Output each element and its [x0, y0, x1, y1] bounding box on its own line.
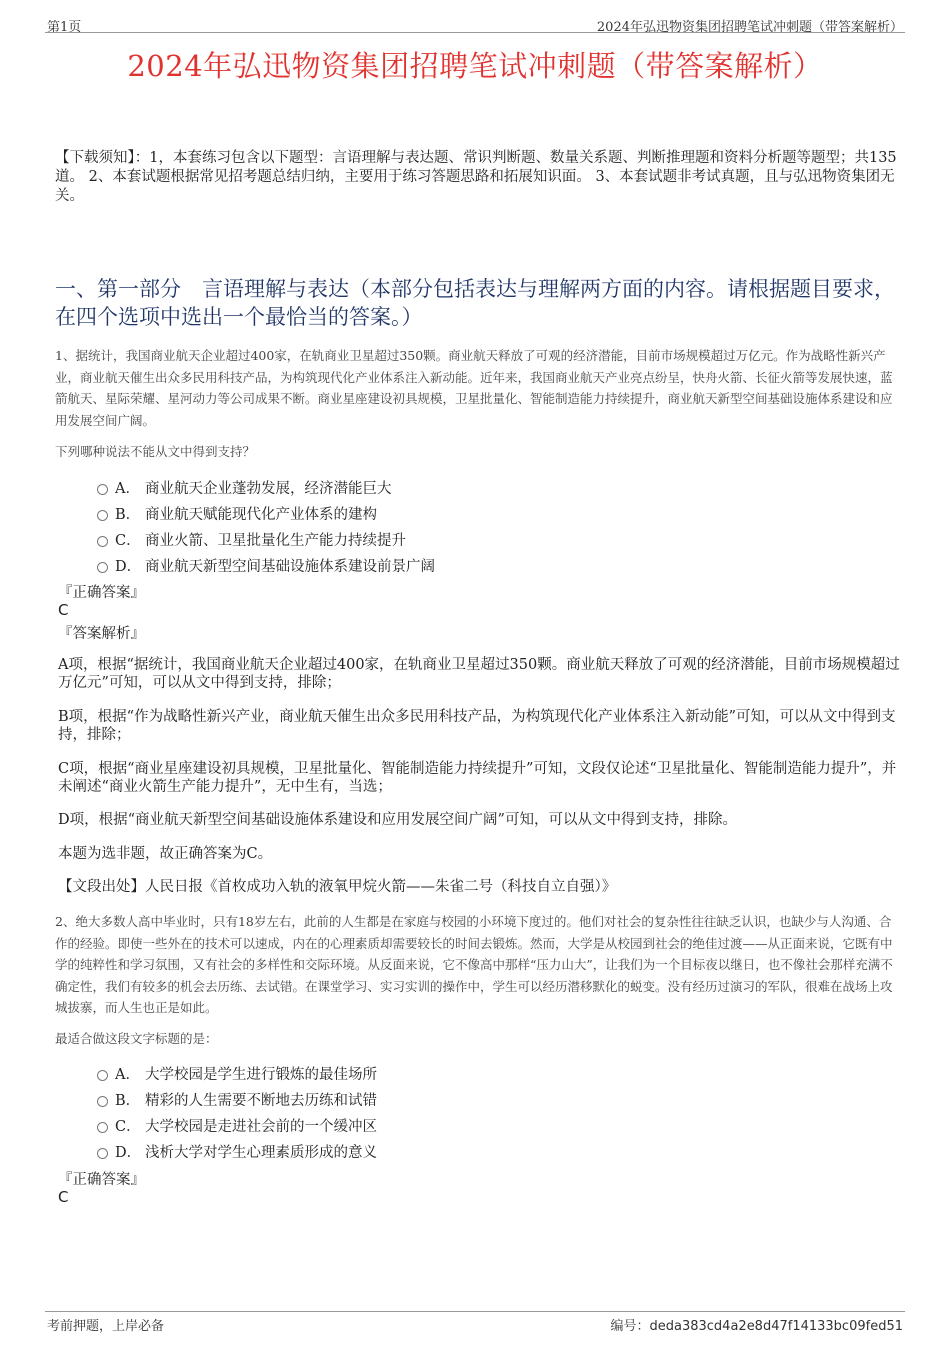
footer-code: 编号：deda383cd4a2e8d47f14133bc09fed51: [610, 1319, 903, 1334]
radio-icon[interactable]: [97, 510, 108, 521]
header-doc-title: 2024年弘迅物资集团招聘笔试冲刺题（带答案解析）: [596, 20, 903, 35]
page-number: 第1页: [47, 20, 82, 35]
q2-option-b[interactable]: B． 精彩的人生需要不断地去历练和试错: [97, 1089, 377, 1110]
q1-option-c[interactable]: C． 商业火箭、卫星批量化生产能力持续提升: [97, 529, 406, 550]
q1-option-b[interactable]: B． 商业航天赋能现代化产业体系的建构: [97, 503, 377, 524]
radio-icon[interactable]: [97, 1096, 108, 1107]
q1-analysis-d: D项，根据“商业航天新型空间基础设施体系建设和应用发展空间广阔”可知，可以从文中得到支持，排除。: [58, 812, 737, 828]
radio-icon[interactable]: [97, 1122, 108, 1133]
q2-answer: C: [58, 1188, 69, 1206]
q1-option-d[interactable]: D． 商业航天新型空间基础设施体系建设前景广阔: [97, 555, 435, 576]
q1-question: 下列哪种说法不能从文中得到支持？: [55, 444, 256, 459]
q1-analysis-a: A项，根据“据统计，我国商业航天企业超过400家，在轨商业卫星超过350颗。商业航天释放了可观的经济潜能，目前市场规模超过万亿元”可知，可以从文中得到支持，排除；: [58, 657, 900, 691]
radio-icon[interactable]: [97, 1148, 108, 1159]
q1-analysis-label: 『答案解析』: [58, 626, 145, 642]
page-title: 2024年弘迅物资集团招聘笔试冲刺题（带答案解析）: [127, 49, 823, 83]
section-heading: 一、第一部分 言语理解与表达（本部分包括表达与理解两方面的内容。请根据题目要求，在四个选项中选出一个最恰当的答案。）: [55, 277, 895, 329]
q2-option-c[interactable]: C． 大学校园是走进社会前的一个缓冲区: [97, 1115, 377, 1136]
page-header: [45, 14, 905, 33]
q2-option-d[interactable]: D． 浅析大学对学生心理素质形成的意义: [97, 1141, 377, 1162]
download-notice: 【下载须知】：1，本套练习包含以下题型：言语理解与表达题、常识判断题、数量关系题、判断推理题和资料分析题等题型；共135道。 2、本套试题根据常见招考题总结归纳，主要用于练习答题思路和拓展知识面。 3、本套试题非考试真题，且与弘迅物资集团无关。: [55, 150, 897, 204]
radio-icon[interactable]: [97, 484, 108, 495]
radio-icon[interactable]: [97, 536, 108, 547]
q1-answer: C: [58, 601, 69, 619]
footer-slogan: 考前押题，上岸必备: [47, 1319, 165, 1334]
q2-question: 最适合做这段文字标题的是：: [55, 1031, 218, 1046]
q1-analysis-c: C项，根据“商业星座建设初具规模，卫星批量化、智能制造能力持续提升”可知，文段仅论述“卫星批量化、智能制造能力提升”，并未阐述“商业火箭生产能力提升”，无中生有，当选；: [58, 761, 897, 795]
q1-answer-label: 『正确答案』: [58, 585, 145, 601]
q2-option-a[interactable]: A． 大学校园是学生进行锻炼的最佳场所: [97, 1063, 377, 1084]
q2-passage: 2、绝大多数人高中毕业时，只有18岁左右，此前的人生都是在家庭与校园的小环境下度过的。他们对社会的复杂性往往缺乏认识，也缺少与人沟通、合作的经验。即使一些外在的技术可以速成，内在的心理素质却需要较长的时间去锻炼。然而，大学是从校园到社会的绝佳过渡——从正面来说，它既有中学的纯粹性和学习氛围，又有社会的多样性和交际环境。从反面来说，它不像高中那样“压力山大”，让我们为一个目标夜以继日，也不像社会那样充满不确定性，我们有较多的机会去历练、去试错。在课堂学习、实习实训的操作中，学生可以经历潜移默化的蜕变。没有经历过演习的军队，很难在战场上攻城拔寨，而人生也正是如此。: [55, 914, 893, 1015]
q1-conclusion: 本题为选非题，故正确答案为C。: [58, 846, 273, 862]
page-footer: [45, 1311, 905, 1334]
radio-icon[interactable]: [97, 1070, 108, 1081]
q1-option-a[interactable]: A． 商业航天企业蓬勃发展，经济潜能巨大: [97, 477, 392, 498]
q1-source: 【文段出处】人民日报《首枚成功入轨的液氧甲烷火箭——朱雀二号（科技自立自强）》: [58, 879, 617, 895]
q1-analysis-b: B项，根据“作为战略性新兴产业，商业航天催生出众多民用科技产品，为构筑现代化产业体系注入新动能”可知，可以从文中得到支持，排除；: [58, 709, 896, 743]
q2-answer-label: 『正确答案』: [58, 1172, 145, 1188]
radio-icon[interactable]: [97, 562, 108, 573]
q1-passage: 1、据统计，我国商业航天企业超过400家，在轨商业卫星超过350颗。商业航天释放了可观的经济潜能，目前市场规模超过万亿元。作为战略性新兴产业，商业航天催生出众多民用科技产品，为构筑现代化产业体系注入新动能。近年来，我国商业航天产业亮点纷呈，快舟火箭、长征火箭等发展快速，蓝箭航天、星际荣耀、星河动力等公司成果不断。商业星座建设初具规模，卫星批量化、智能制造能力持续提升，商业航天新型空间基础设施体系建设和应用发展空间广阔。: [55, 348, 893, 428]
